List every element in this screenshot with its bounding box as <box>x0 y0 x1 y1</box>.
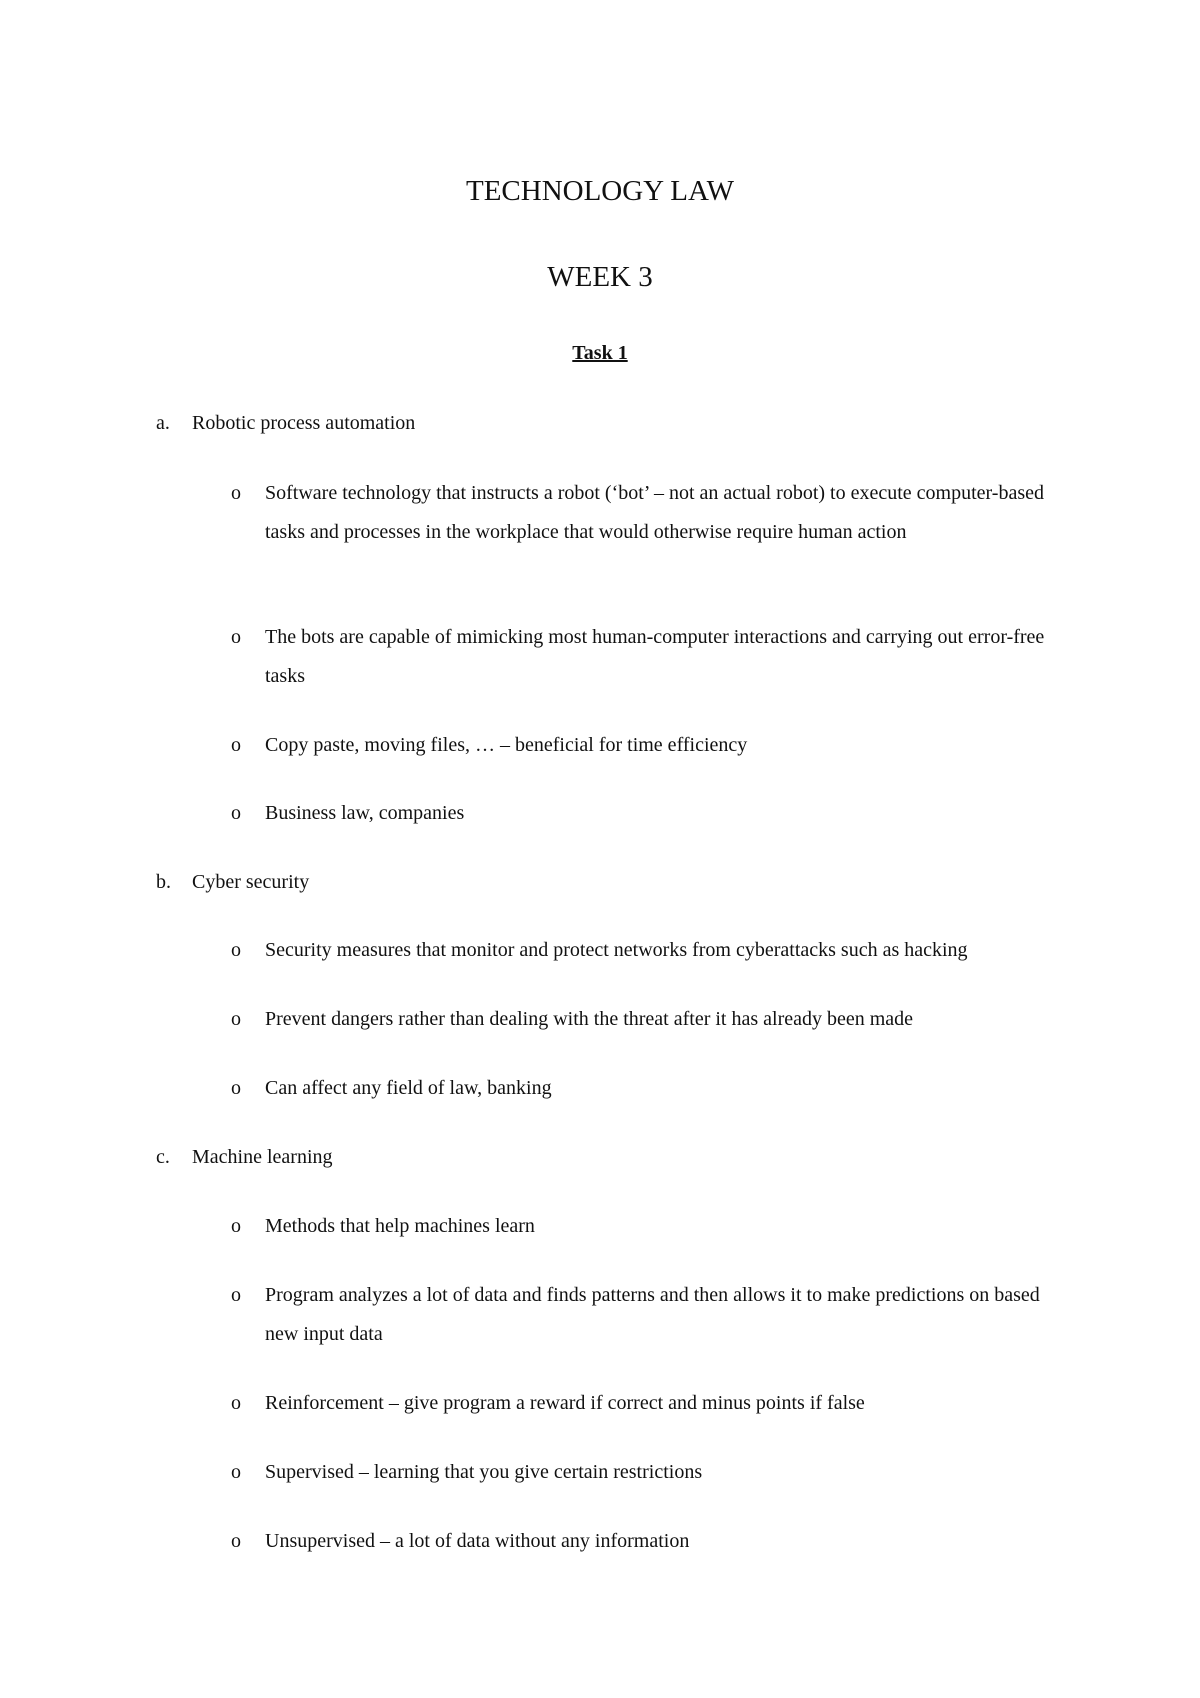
bullet-item: Reinforcement – give program a reward if correct and minus points if false <box>265 1392 865 1414</box>
bullet-item: Can affect any field of law, banking <box>265 1077 552 1099</box>
bullet-marker: o <box>231 1077 241 1099</box>
bullet-marker: o <box>231 1284 241 1306</box>
bullet-marker: o <box>231 1530 241 1552</box>
bullet-item: Unsupervised – a lot of data without any information <box>265 1530 690 1552</box>
section-heading: Cyber security <box>192 871 310 893</box>
bullet-marker: o <box>231 1008 241 1030</box>
section-label: b. <box>156 871 171 893</box>
bullet-item: The bots are capable of mimicking most human-computer interactions and carrying out error-free tasks <box>265 626 1045 687</box>
section-heading: Machine learning <box>192 1146 333 1168</box>
document-title: TECHNOLOGY LAW <box>465 175 735 207</box>
bullet-marker: o <box>231 482 241 504</box>
bullet-marker: o <box>231 939 241 961</box>
bullet-marker: o <box>231 802 241 824</box>
bullet-item: Methods that help machines learn <box>265 1215 535 1237</box>
bullet-item: Security measures that monitor and protect networks from cyberattacks such as hacking <box>265 939 968 961</box>
bullet-item: Copy paste, moving files, … – beneficial for time efficiency <box>265 734 748 756</box>
bullet-item: Software technology that instructs a robot (‘bot’ – not an actual robot) to execute computer-based tasks and processes in the workplace that would otherwise require human action <box>265 482 1044 543</box>
bullet-item: Program analyzes a lot of data and finds patterns and then allows it to make predictions on based new input data <box>265 1284 1040 1345</box>
section-heading: Robotic process automation <box>192 412 416 434</box>
bullet-marker: o <box>231 1392 241 1414</box>
bullet-item: Supervised – learning that you give certain restrictions <box>265 1461 703 1483</box>
bullet-marker: o <box>231 1215 241 1237</box>
section-label: a. <box>156 412 170 434</box>
bullet-marker: o <box>231 626 241 648</box>
task-heading: Task 1 <box>572 342 628 364</box>
bullet-marker: o <box>231 1461 241 1483</box>
bullet-marker: o <box>231 734 241 756</box>
bullet-item: Prevent dangers rather than dealing with the threat after it has already been made <box>265 1008 914 1030</box>
document-subtitle: WEEK 3 <box>547 261 653 293</box>
section-label: c. <box>156 1146 170 1168</box>
bullet-item: Business law, companies <box>265 802 465 824</box>
